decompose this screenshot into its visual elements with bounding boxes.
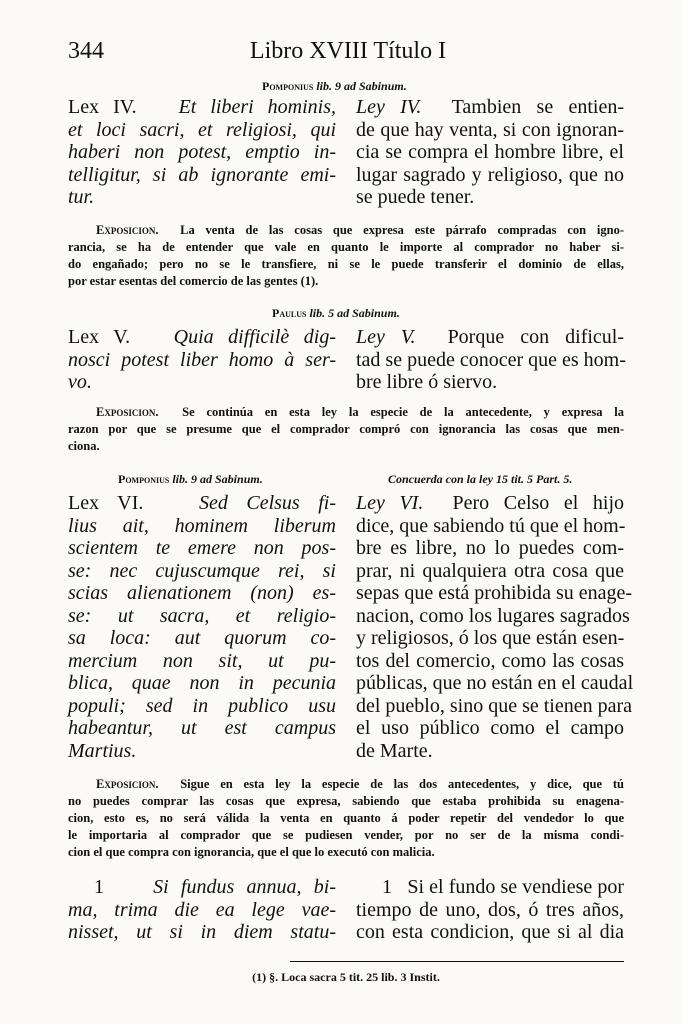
spanish-text-ley-4: Ley IV. Tambien se entien- de que hay venta, si con ignoran- cia se compra el hombre libre, el lugar sagrado y religioso, que no se puede tener. (356, 96, 625, 208)
exposicion-label: Exposicion. (96, 223, 159, 237)
spanish-text-ley-6: Ley VI. Pero Celso el hijo dice, que sabiendo tú que el hom- bre es libre, no lo puedes com- prar, ni qualquiera otra cosa que sepas que está prohibida su enage- nacion, como los lugares sagrados y religiosos, ó los que están esen- tos del comercio, como las cosas públicas, que no están en el caudal del pueblo, sino que se tienen para el uso público como el campo de Marte. (356, 492, 634, 762)
latin-text-lex-6: Lex VI. Sed Celsus fi- lius ait, hominem liberum scientem te emere non pos- se: nec cujuscumque rei, si scias alienationem (non) es- se: ut sacra, et religio- sa loca: aut quorum co- mercium non sit, ut pu- blica, quae non in pecunia populi; sed in publico usu habeantur, ut est campus Martius. (68, 492, 336, 762)
page-number: 344 (68, 38, 104, 64)
latin-text-lex-5: Lex V. Quia difficilè dig- nosci potest liber homo à ser- vo. (68, 326, 337, 393)
law-number: Lex IV. (68, 96, 137, 118)
law-number: Lex VI. (68, 492, 144, 514)
concordance-citation: Concuerda con la ley 15 tit. 5 Part. 5. (388, 472, 573, 486)
source-citation: Paulus lib. 5 ad Sabinum. (272, 306, 400, 320)
law-number: Ley IV. (356, 96, 422, 118)
paragraph-number: 1 (382, 876, 392, 898)
source-citation: Pomponius lib. 9 ad Sabinum. (118, 472, 263, 486)
law-number: Ley V. (356, 326, 416, 348)
spanish-text-ley-5: Ley V. Porque con dificul- tad se puede conocer que es hom- bre libre ó siervo. (356, 326, 626, 393)
footnote: (1) §. Loca sacra 5 tit. 25 lib. 3 Instit. (252, 970, 440, 984)
latin-text-lex-4: Lex IV. Et liberi hominis, et loci sacri, et religiosi, qui haberi non potest, emptio in- telligitur, si ab ignorante emi- tur. (68, 96, 336, 208)
source-citation: Pomponius lib. 9 ad Sabinum. (262, 79, 407, 93)
exposicion-label: Exposicion. (96, 777, 159, 791)
spanish-text-paragraph-1: 1 Si el fundo se vendiese por tiempo de uno, dos, ó tres años, con esta condicion, que si al dia (356, 876, 624, 943)
law-number: Lex V. (68, 326, 131, 348)
exposicion-paragraph: Exposicion. Se continúa en esta ley la especie de la antecedente, y expresa la razon por que se presume que el comprador compró con ignorancia las cosas que men- ciona. (68, 405, 624, 453)
exposicion-label: Exposicion. (96, 405, 159, 419)
footnote-rule (290, 961, 624, 962)
page-title: Libro XVIII Título I (249, 38, 447, 64)
law-number: Ley VI. (356, 492, 424, 514)
paragraph-number: 1 (94, 876, 104, 898)
exposicion-paragraph: Exposicion. Sigue en esta ley la especie de las dos antecedentes, y dice, que tú no puedes comprar las cosas que expresa, sabiendo que estaba prohibida su enagena- cion, esto es, no será válida la venta en quanto á poder repetir del vendedor lo que le importaria al comprador que se pudiesen vender, por no ser de la misma condi- cion el que compra con ignorancia, que el que lo executó con malicia. (68, 777, 624, 859)
latin-text-paragraph-1: 1 Si fundus annua, bi- ma, trima die ea lege vae- nisset, ut si in diem statu- (68, 876, 336, 943)
running-header (68, 38, 628, 68)
exposicion-paragraph: Exposicion. La venta de las cosas que expresa este párrafo compradas con igno- rancia, se ha de entender que vale en quanto le importe al comprador no haber si- do engañado; pero no se le transfiere, ni se le puede transferir el dominio de ellas, por estar esentas del comercio de las gentes (1). (68, 223, 624, 288)
